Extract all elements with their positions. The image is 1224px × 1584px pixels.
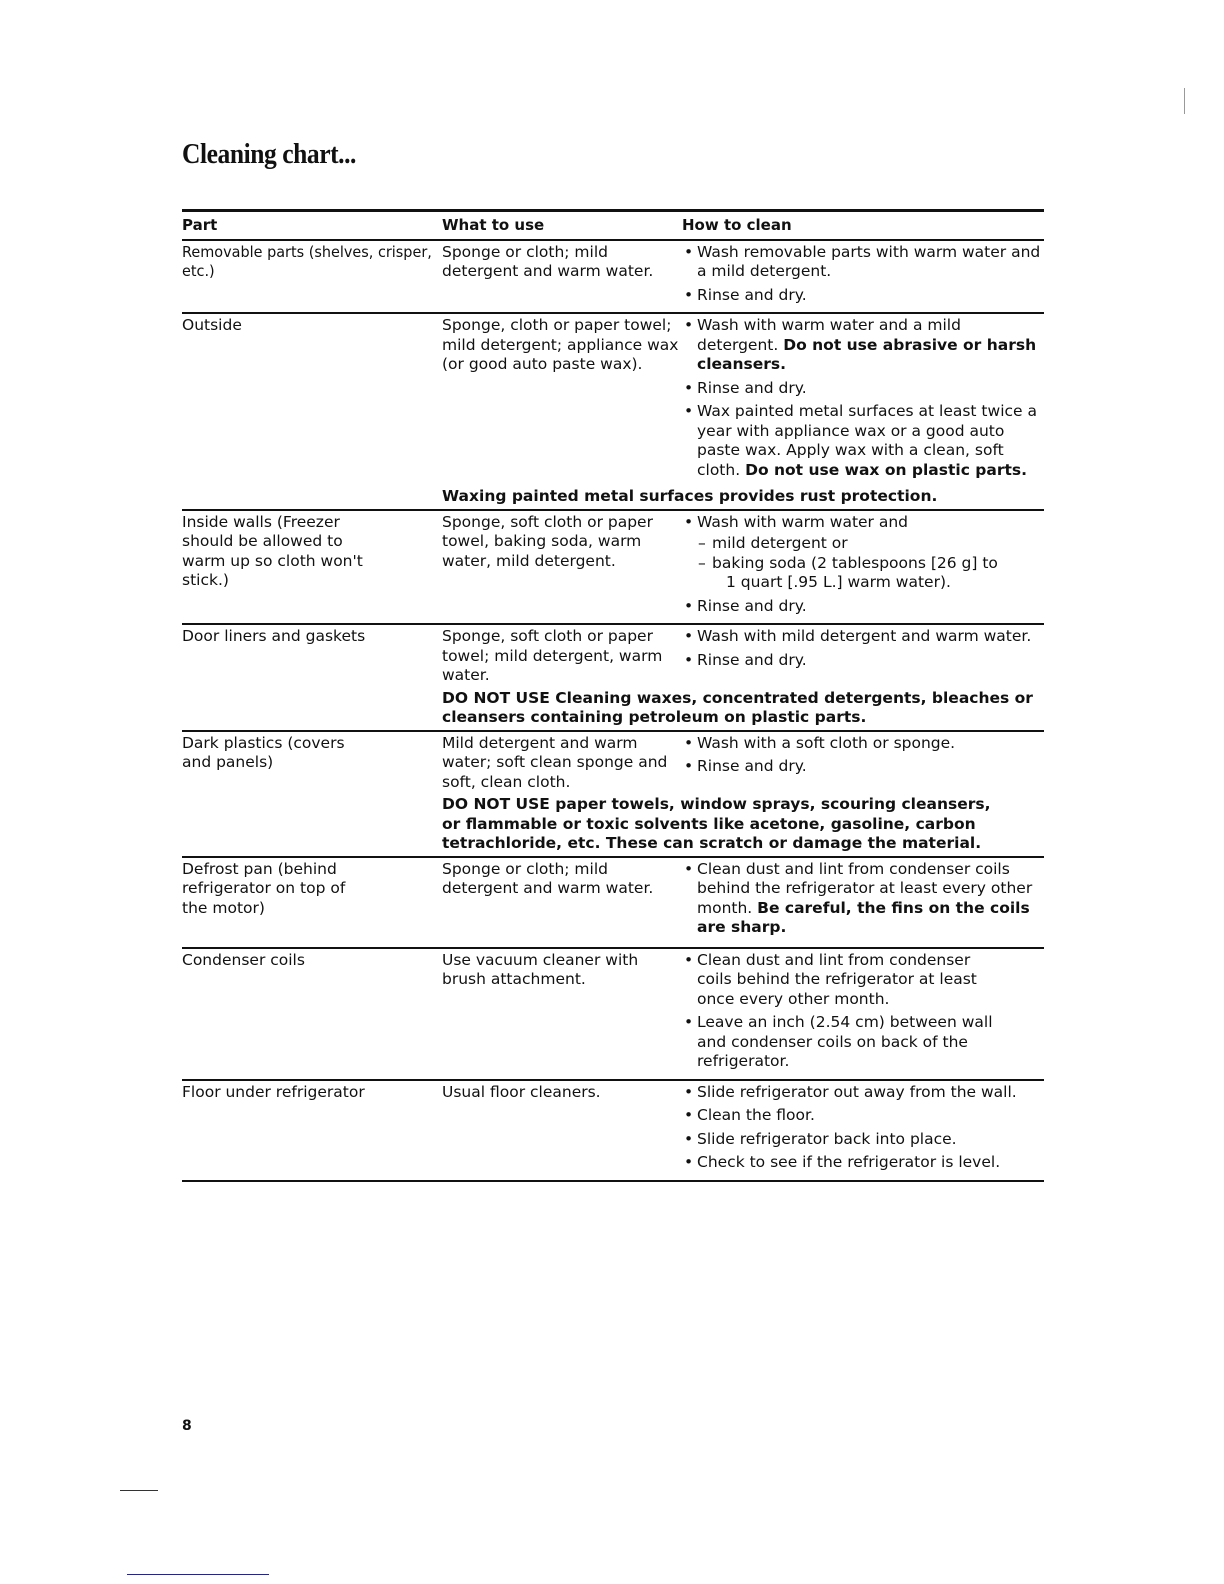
how-step — [682, 951, 994, 1010]
how-step-text: Clean the floor. — [697, 1106, 815, 1124]
what-text: Sponge, soft cloth or paper towel, baking soda, warm water, mild detergent. — [442, 512, 653, 570]
what-cell — [442, 860, 682, 944]
how-step-text: Check to see if the refrigerator is level. — [697, 1153, 1001, 1171]
how-step-text: Clean dust and lint from condenser coils behind the refrigerator at least once every other month. — [697, 950, 977, 1008]
how-cell — [682, 1083, 1044, 1177]
table-row — [182, 511, 1044, 624]
how-step — [682, 1130, 1044, 1150]
how-substep-continued — [682, 573, 1044, 593]
what-text: Usual floor cleaners. — [442, 1082, 601, 1101]
table-row — [182, 314, 1044, 487]
part-text: Inside walls (Freezer should be allowed to warm up so cloth won't stick.) — [182, 512, 363, 589]
row-note: DO NOT USE paper towels, window sprays, scouring cleansers, or flammable or toxic solvents like acetone, gasoline, carbon tetrachloride, etc. These can scratch or damage the material. — [442, 795, 991, 852]
how-cell — [682, 951, 1044, 1076]
part-text: Dark plastics (covers and panels) — [182, 733, 345, 771]
how-step-text: Wash with a soft cloth or sponge. — [697, 733, 956, 752]
how-step — [682, 513, 1044, 533]
how-step-text: Wash removable parts with warm water and a mild detergent. — [697, 242, 1041, 280]
table-bottom-rule — [182, 1180, 1044, 1182]
part-cell — [182, 951, 442, 1076]
how-step — [682, 757, 1044, 777]
table-row — [182, 1081, 1044, 1180]
row-note: Waxing painted metal surfaces provides rust protection. — [442, 487, 938, 505]
what-cell — [442, 734, 682, 793]
how-step-text: Leave an inch (2.54 cm) between wall and condenser coils on back of the refrigerator. — [697, 1013, 993, 1070]
row-note: DO NOT USE Cleaning waxes, concentrated detergents, bleaches or cleansers containing petroleum on plastic parts. — [442, 688, 1033, 726]
how-step — [682, 1153, 1044, 1173]
what-text: Use vacuum cleaner with brush attachment. — [442, 950, 639, 988]
how-cell — [682, 513, 1044, 621]
what-cell — [442, 513, 682, 621]
part-text: Floor under refrigerator — [182, 1082, 365, 1101]
part-text: Condenser coils — [182, 950, 305, 969]
how-cell — [682, 243, 1044, 310]
how-step — [682, 1083, 1044, 1103]
what-text: Mild detergent and warm water; soft clean sponge and soft, clean cloth. — [442, 733, 668, 791]
blue-underline-artifact — [127, 1574, 269, 1575]
header-what-to-use: What to use — [442, 216, 545, 234]
how-step-warning: Do not use abrasive or harsh cleansers. — [697, 335, 1037, 373]
what-text: Sponge or cloth; mild detergent and warm water. — [442, 859, 654, 897]
part-cell — [182, 860, 442, 944]
part-cell — [182, 243, 442, 310]
how-step-text: Slide refrigerator back into place. — [697, 1129, 957, 1148]
part-cell — [182, 627, 442, 686]
how-step-text: Wash with mild detergent and warm water. — [697, 627, 1032, 645]
how-step-text: Rinse and dry. — [697, 757, 807, 775]
page-title: Cleaning chart... — [182, 138, 356, 170]
how-step-text: Wash with warm water and — [697, 512, 909, 531]
part-cell — [182, 734, 442, 793]
part-text: Door liners and gaskets — [182, 627, 366, 645]
how-step — [682, 597, 1044, 617]
how-step — [682, 627, 1044, 647]
how-step-text: Rinse and dry. — [697, 596, 807, 615]
what-cell — [442, 627, 682, 686]
how-step — [682, 651, 1044, 671]
what-text: Sponge, soft cloth or paper towel; mild detergent, warm water. — [442, 627, 663, 684]
how-cell — [682, 316, 1044, 484]
how-step — [682, 860, 1044, 938]
part-cell — [182, 1083, 442, 1177]
what-cell — [442, 951, 682, 1076]
how-step — [682, 316, 1044, 375]
how-step-text: Rinse and dry. — [697, 378, 807, 397]
header-part: Part — [182, 216, 218, 234]
how-step — [682, 1106, 1044, 1126]
how-step-text: Wax painted metal surfaces at least twice a year with appliance wax or a good auto paste wax. Apply wax with a clean, soft cloth. — [697, 402, 1037, 479]
table-header-row — [182, 212, 1044, 239]
how-step-text: Rinse and dry. — [697, 285, 807, 304]
how-substep-text: baking soda (2 tablespoons [26 g] to — [712, 553, 998, 572]
scan-artifact-line — [120, 1490, 158, 1491]
how-substep — [682, 554, 1044, 574]
what-text: Sponge, cloth or paper towel; mild detergent; appliance wax (or good auto paste wax). — [442, 316, 679, 373]
how-substep-text: 1 quart [.95 L.] warm water). — [726, 573, 951, 591]
how-step — [682, 734, 1044, 754]
part-text: Outside — [182, 316, 242, 334]
table-row — [182, 625, 1044, 689]
part-text: Defrost pan (behind refrigerator on top of the motor) — [182, 859, 346, 917]
how-step — [682, 402, 1044, 480]
what-cell — [442, 243, 682, 310]
scan-edge-mark — [1184, 88, 1185, 114]
how-cell — [682, 627, 1044, 686]
how-step-text: Rinse and dry. — [697, 650, 807, 669]
part-cell — [182, 316, 442, 484]
how-cell — [682, 860, 1044, 944]
how-step — [682, 1013, 994, 1072]
table-row — [182, 241, 1044, 313]
table-row — [182, 732, 1044, 796]
cleaning-chart-table — [182, 209, 1044, 1182]
how-step-text: Clean dust and lint from condenser coils behind the refrigerator at least every other month. — [697, 859, 1033, 917]
how-step — [682, 286, 1044, 306]
how-step-warning: Do not use wax on plastic parts. — [745, 460, 1028, 479]
how-step — [682, 243, 1044, 282]
what-cell — [442, 1083, 682, 1177]
how-substep — [682, 534, 1044, 554]
table-row — [182, 949, 1044, 1079]
what-text: Sponge or cloth; mild detergent and warm water. — [442, 242, 654, 280]
how-substep-text: mild detergent or — [712, 534, 848, 552]
what-cell — [442, 316, 682, 484]
part-cell — [182, 513, 442, 621]
how-step-text: Wash with warm water and a mild detergent. — [697, 316, 961, 354]
how-step-text: Slide refrigerator out away from the wall. — [697, 1082, 1017, 1101]
table-row — [182, 858, 1044, 947]
header-how-to-clean: How to clean — [682, 216, 792, 234]
how-cell — [682, 734, 1044, 793]
how-step — [682, 379, 1044, 399]
how-step-warning: Be careful, the fins on the coils are sharp. — [697, 898, 1030, 936]
page-number: 8 — [182, 1418, 192, 1434]
part-text: Removable parts (shelves, crisper, etc.) — [182, 242, 432, 280]
